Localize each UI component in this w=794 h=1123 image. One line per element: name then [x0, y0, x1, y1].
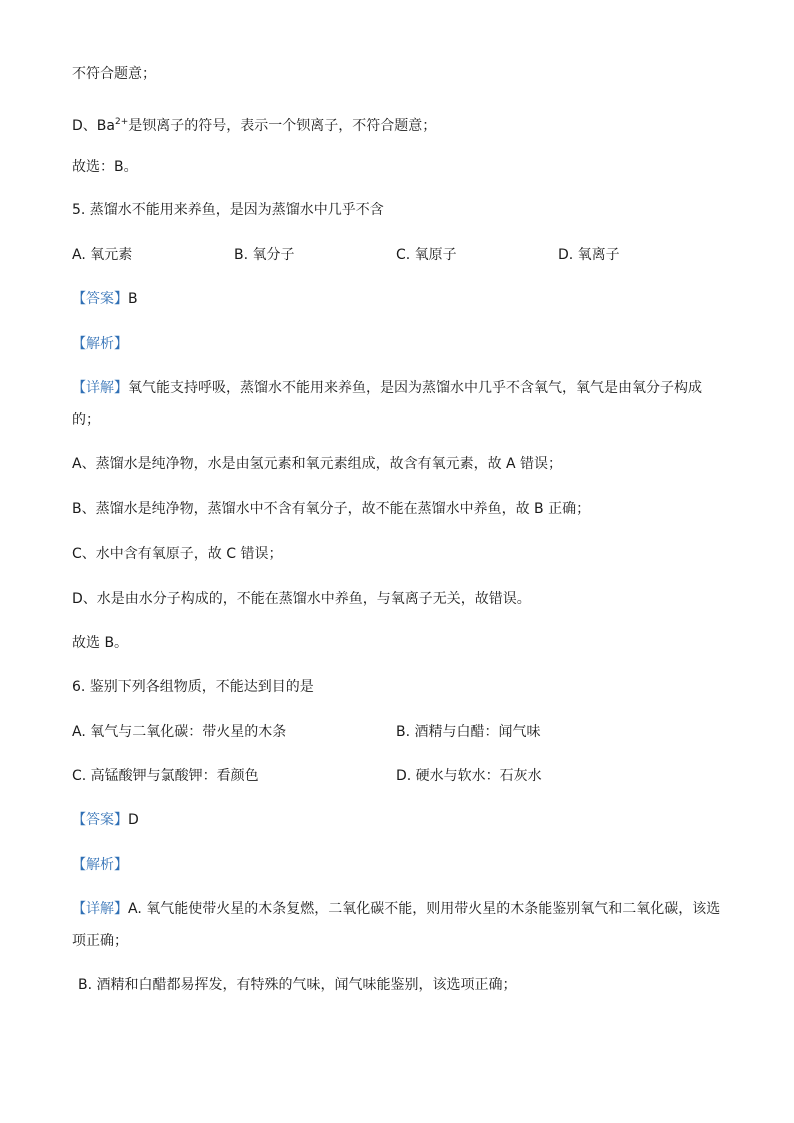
q5-explain-c: C、水中含有氧原子，故 C 错误；	[72, 546, 283, 562]
q5-explain-a: A、蒸馏水是纯净物，水是由氢元素和氧元素组成，故含有氧元素，故 A 错误；	[72, 456, 563, 472]
q5-stem: 5. 蒸馏水不能用来养鱼，是因为蒸馏水中几乎不含	[72, 202, 384, 218]
q6-explain-b: B. 酒精和白醋都易挥发，有特殊的气味，闻气味能鉴别，该选项正确；	[78, 977, 517, 993]
prev-line1: 不符合题意；	[72, 66, 156, 82]
q5-analysis-tag: 【解析】	[72, 336, 128, 352]
q6-stem: 6. 鉴别下列各组物质，不能达到目的是	[72, 679, 314, 695]
prev-d-suffix: 是钡离子的符号，表示一个钡离子，不符合题意；	[128, 118, 437, 134]
q5-option-d: D. 氧离子	[558, 247, 620, 263]
q6-option-a: A. 氧气与二氧化碳：带火星的木条	[72, 724, 287, 740]
answer-value: B	[128, 291, 138, 307]
answer-tag: 【答案】	[72, 812, 128, 828]
q5-option-b: B. 氧分子	[234, 247, 295, 263]
q5-option-c: C. 氧原子	[396, 247, 457, 263]
q6-answer	[72, 810, 139, 830]
q6-analysis-tag: 【解析】	[72, 857, 128, 873]
q6-option-c: C. 高锰酸钾与氯酸钾：看颜色	[72, 768, 259, 784]
q6-option-b: B. 酒精与白醋：闻气味	[396, 724, 541, 740]
detail-tag: 【详解】	[72, 901, 128, 917]
q5-explain-b: B、蒸馏水是纯净物，蒸馏水中不含有氧分子，故不能在蒸馏水中养鱼，故 B 正确；	[72, 501, 591, 517]
q6-detail	[72, 893, 722, 957]
q5-answer	[72, 289, 138, 309]
detail-text: A. 氧气能使带火星的木条复燃，二氧化碳不能，则用带火星的木条能鉴别氧气和二氧化碳，该选项正确；	[72, 901, 721, 949]
charge-superscript: 2+	[114, 117, 129, 127]
prev-d-prefix: D、Ba	[72, 118, 115, 134]
answer-value: D	[128, 812, 139, 828]
answer-tag: 【答案】	[72, 291, 128, 307]
detail-tag: 【详解】	[72, 380, 128, 396]
q5-detail	[72, 372, 722, 436]
detail-text: 氧气能支持呼吸，蒸馏水不能用来养鱼，是因为蒸馏水中几乎不含氧气，氧气是由氧分子构成的；	[72, 380, 702, 428]
q5-option-a: A. 氧元素	[72, 247, 133, 263]
q5-conclusion: 故选 B。	[72, 635, 129, 651]
q5-explain-d: D、水是由水分子构成的，不能在蒸馏水中养鱼，与氧离子无关，故错误。	[72, 591, 531, 607]
prev-option-d	[72, 112, 436, 136]
q6-option-d: D. 硬水与软水：石灰水	[396, 768, 542, 784]
prev-conclusion: 故选：B。	[72, 159, 138, 175]
